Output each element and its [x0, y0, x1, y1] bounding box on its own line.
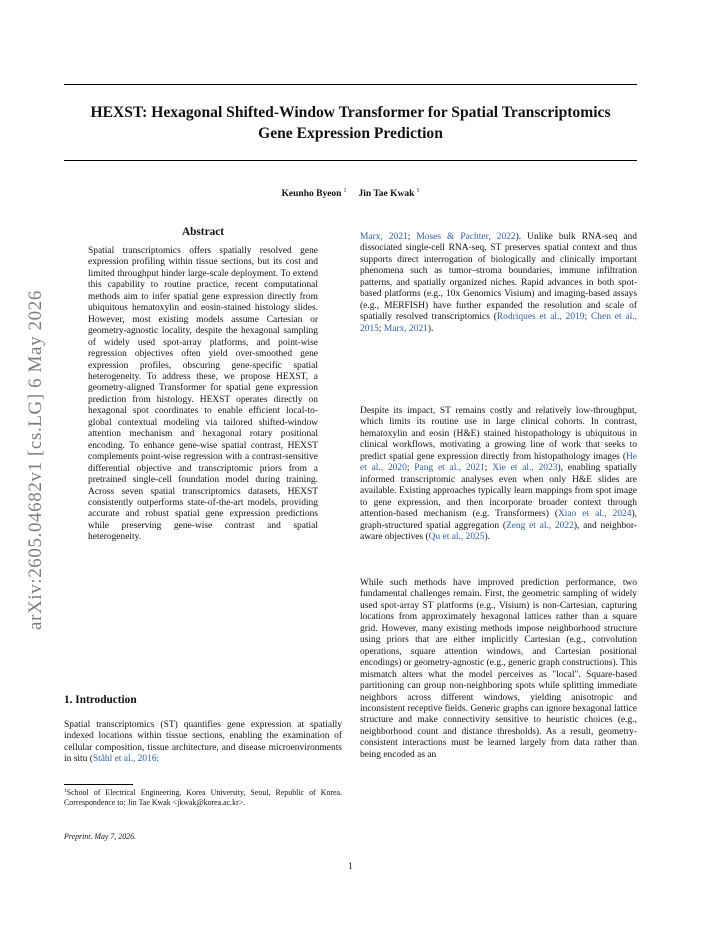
citation-link[interactable]: Xie et al., 2023	[492, 463, 558, 474]
section-heading: 1. Introduction	[64, 694, 137, 706]
citation-link[interactable]: Qu et al., 2025	[428, 531, 485, 542]
citation-link[interactable]: Chen et al., 2015	[360, 312, 638, 334]
text-run: ;	[584, 312, 592, 323]
citation-link[interactable]: Zeng et al., 2022	[505, 520, 574, 531]
citation-link[interactable]: Pang et al., 2021	[414, 463, 485, 474]
arxiv-identifier: arXiv:2605.04682v1 [cs.LG] 6 May 2026	[25, 290, 46, 630]
abstract-heading: Abstract	[181, 226, 225, 238]
author-list	[64, 188, 637, 199]
intro-text: Spatial transcriptomics (ST) quantifies gene expression at spatially indexed locations within tissue sections, enabling the examination of cellular composition, tissue architecture, and disease microenvironments in situ (	[64, 720, 342, 765]
author-name: Keunho Byeon	[281, 189, 342, 199]
footnote-mark: 1	[64, 788, 67, 794]
author-affiliation-mark: 1	[416, 188, 420, 194]
footnote-text: School of Electrical Engineering, Korea University, Seoul, Republic of Korea. Correspondence to: Jin Tae Kwak <jkwak@korea.ac.kr>.	[64, 788, 342, 807]
footnote	[64, 787, 342, 807]
text-run: ), enabling spatially informed transcriptomic analyses even when only H&E slides are available. Existing approaches typically learn mappings from spot image to gene expression, and then incorporate broader context through attention-based mechanism (e.g. Transformers) (	[360, 463, 638, 520]
text-run: ;	[407, 232, 417, 242]
text-run: ;	[378, 323, 384, 334]
body-paragraph	[360, 232, 637, 335]
text-run: ;	[406, 463, 415, 474]
text-run: ), graph-structured spatial aggregation (	[360, 509, 637, 531]
abstract-text: Spatial transcriptomics offers spatially resolved gene expression profiling within tissue sections, but its cost and limited throughput hinder large-scale deployment. To extend this capability to routine practice, recent computational methods aim to infer spatial gene expression directly from ubiquitous hematoxylin and eosin-stained histology slides. However, most existing models assume Cartesian or geometry-agnostic locality, despite the hexagonal sampling of widely used spot-array platforms, and point-wise regression objectives often yield over-smoothed gene expression profiles, obscuring gene-specific spatial heterogeneity. To address these, we propose HEXST, a geometry-aligned Transformer for spatial gene expression prediction from histology. HEXST operates directly on hexagonal spot coordinates to enable efficient local-to-global contextual modeling via tailored shifted-window attention mechanism and hexagonal rotary positional encoding. To enhance gene-wise spatial contrast, HEXST complements point-wise regression with a contrast-sensitive differential objective and transcriptomic priors from a pretrained single-cell foundation model during training. Across seven spatial transcriptomics datasets, HEXST consistently outperforms state-of-the-art models, providing accurate and robust spatial gene expression predictions while preserving gene-wise contrast and spatial heterogeneity.	[88, 246, 318, 543]
author-affiliation-mark: 1	[343, 188, 347, 194]
intro-paragraph	[64, 720, 342, 766]
title-top-rule	[64, 84, 637, 85]
author-name: Jin Tae Kwak	[358, 189, 415, 199]
preprint-notice: Preprint. May 7, 2026.	[64, 832, 137, 841]
citation-link[interactable]: Marx, 2021	[360, 232, 408, 242]
text-run: ;	[484, 463, 493, 474]
citation-link[interactable]: He et al., 2020	[360, 451, 637, 474]
text-run: ).	[484, 531, 490, 542]
body-paragraph	[360, 406, 637, 543]
title-line-1: HEXST: Hexagonal Shifted-Window Transformer for Spatial Transcriptomics	[90, 104, 611, 121]
text-run: ).	[427, 323, 434, 334]
citation-link[interactable]: Marx, 2021	[383, 323, 428, 334]
body-paragraph: While such methods have improved prediction performance, two fundamental challenges remain. First, the geometric sampling of widely used spot-array ST platforms (e.g., Visium) is non-Cartesian, capturing locations from approximately hexagonal lattices rather than a square grid. However, many existing methods impose neighborhood structure using priors that are either implicitly Cartesian (e.g., convolution operations, square attention windows, and Cartesian positional encodings) or geometry-agnostic (e.g., generic graph constructions). This mismatch alters what the model perceives as "local". Square-based partitioning can group non-neighboring spots while splitting immediate neighbors across different windows, yielding anisotropic and inconsistent receptive fields. Generic graphs can ignore hexagonal lattice structure and make connectivity sensitive to heuristic choices (e.g., neighborhood count and distance thresholds). As a result, geometry-consistent interactions must be learned largely from data rather than being encoded as an	[360, 578, 637, 760]
text-run: ), and neighbor-aware objectives (	[360, 520, 637, 542]
title-bottom-rule	[64, 160, 637, 161]
citation-link[interactable]: Xiao et al., 2024	[557, 509, 632, 520]
title-line-2: Gene Expression Prediction	[258, 125, 443, 142]
citation-link[interactable]: Moses & Pachter, 2022	[416, 232, 516, 242]
text-run: Despite its impact, ST remains costly and relatively low-throughput, which limits its routine use in large clinical cohorts. In contrast, hematoxylin and eosin (H&E) stained histopathology is ubiquitous in clinical workflows, motivating a growing line of work that seeks to predict spatial gene expression directly from histopathology images (	[360, 406, 637, 462]
page-number: 1	[348, 862, 353, 872]
paper-title	[64, 102, 637, 144]
citation-link[interactable]: Rodriques et al., 2019	[496, 312, 585, 323]
citation-link[interactable]: Ståhl et al., 2016;	[92, 754, 160, 765]
text-run: ). Unlike bulk RNA-seq and dissociated single-cell RNA-seq, ST preserves spatial context and thus supports direct interrogation of biologically and clinically important phenomena such as tumor–stroma boundaries, immune infiltration patterns, and spatially organized niches. Rapid advances in both spot-based platforms (e.g., 10x Genomics Visium) and imaging-based assays (e.g., MERFISH) have further expanded the resolution and scale of spatially resolved transcriptomics (	[360, 232, 637, 323]
footnote-rule	[64, 784, 133, 785]
